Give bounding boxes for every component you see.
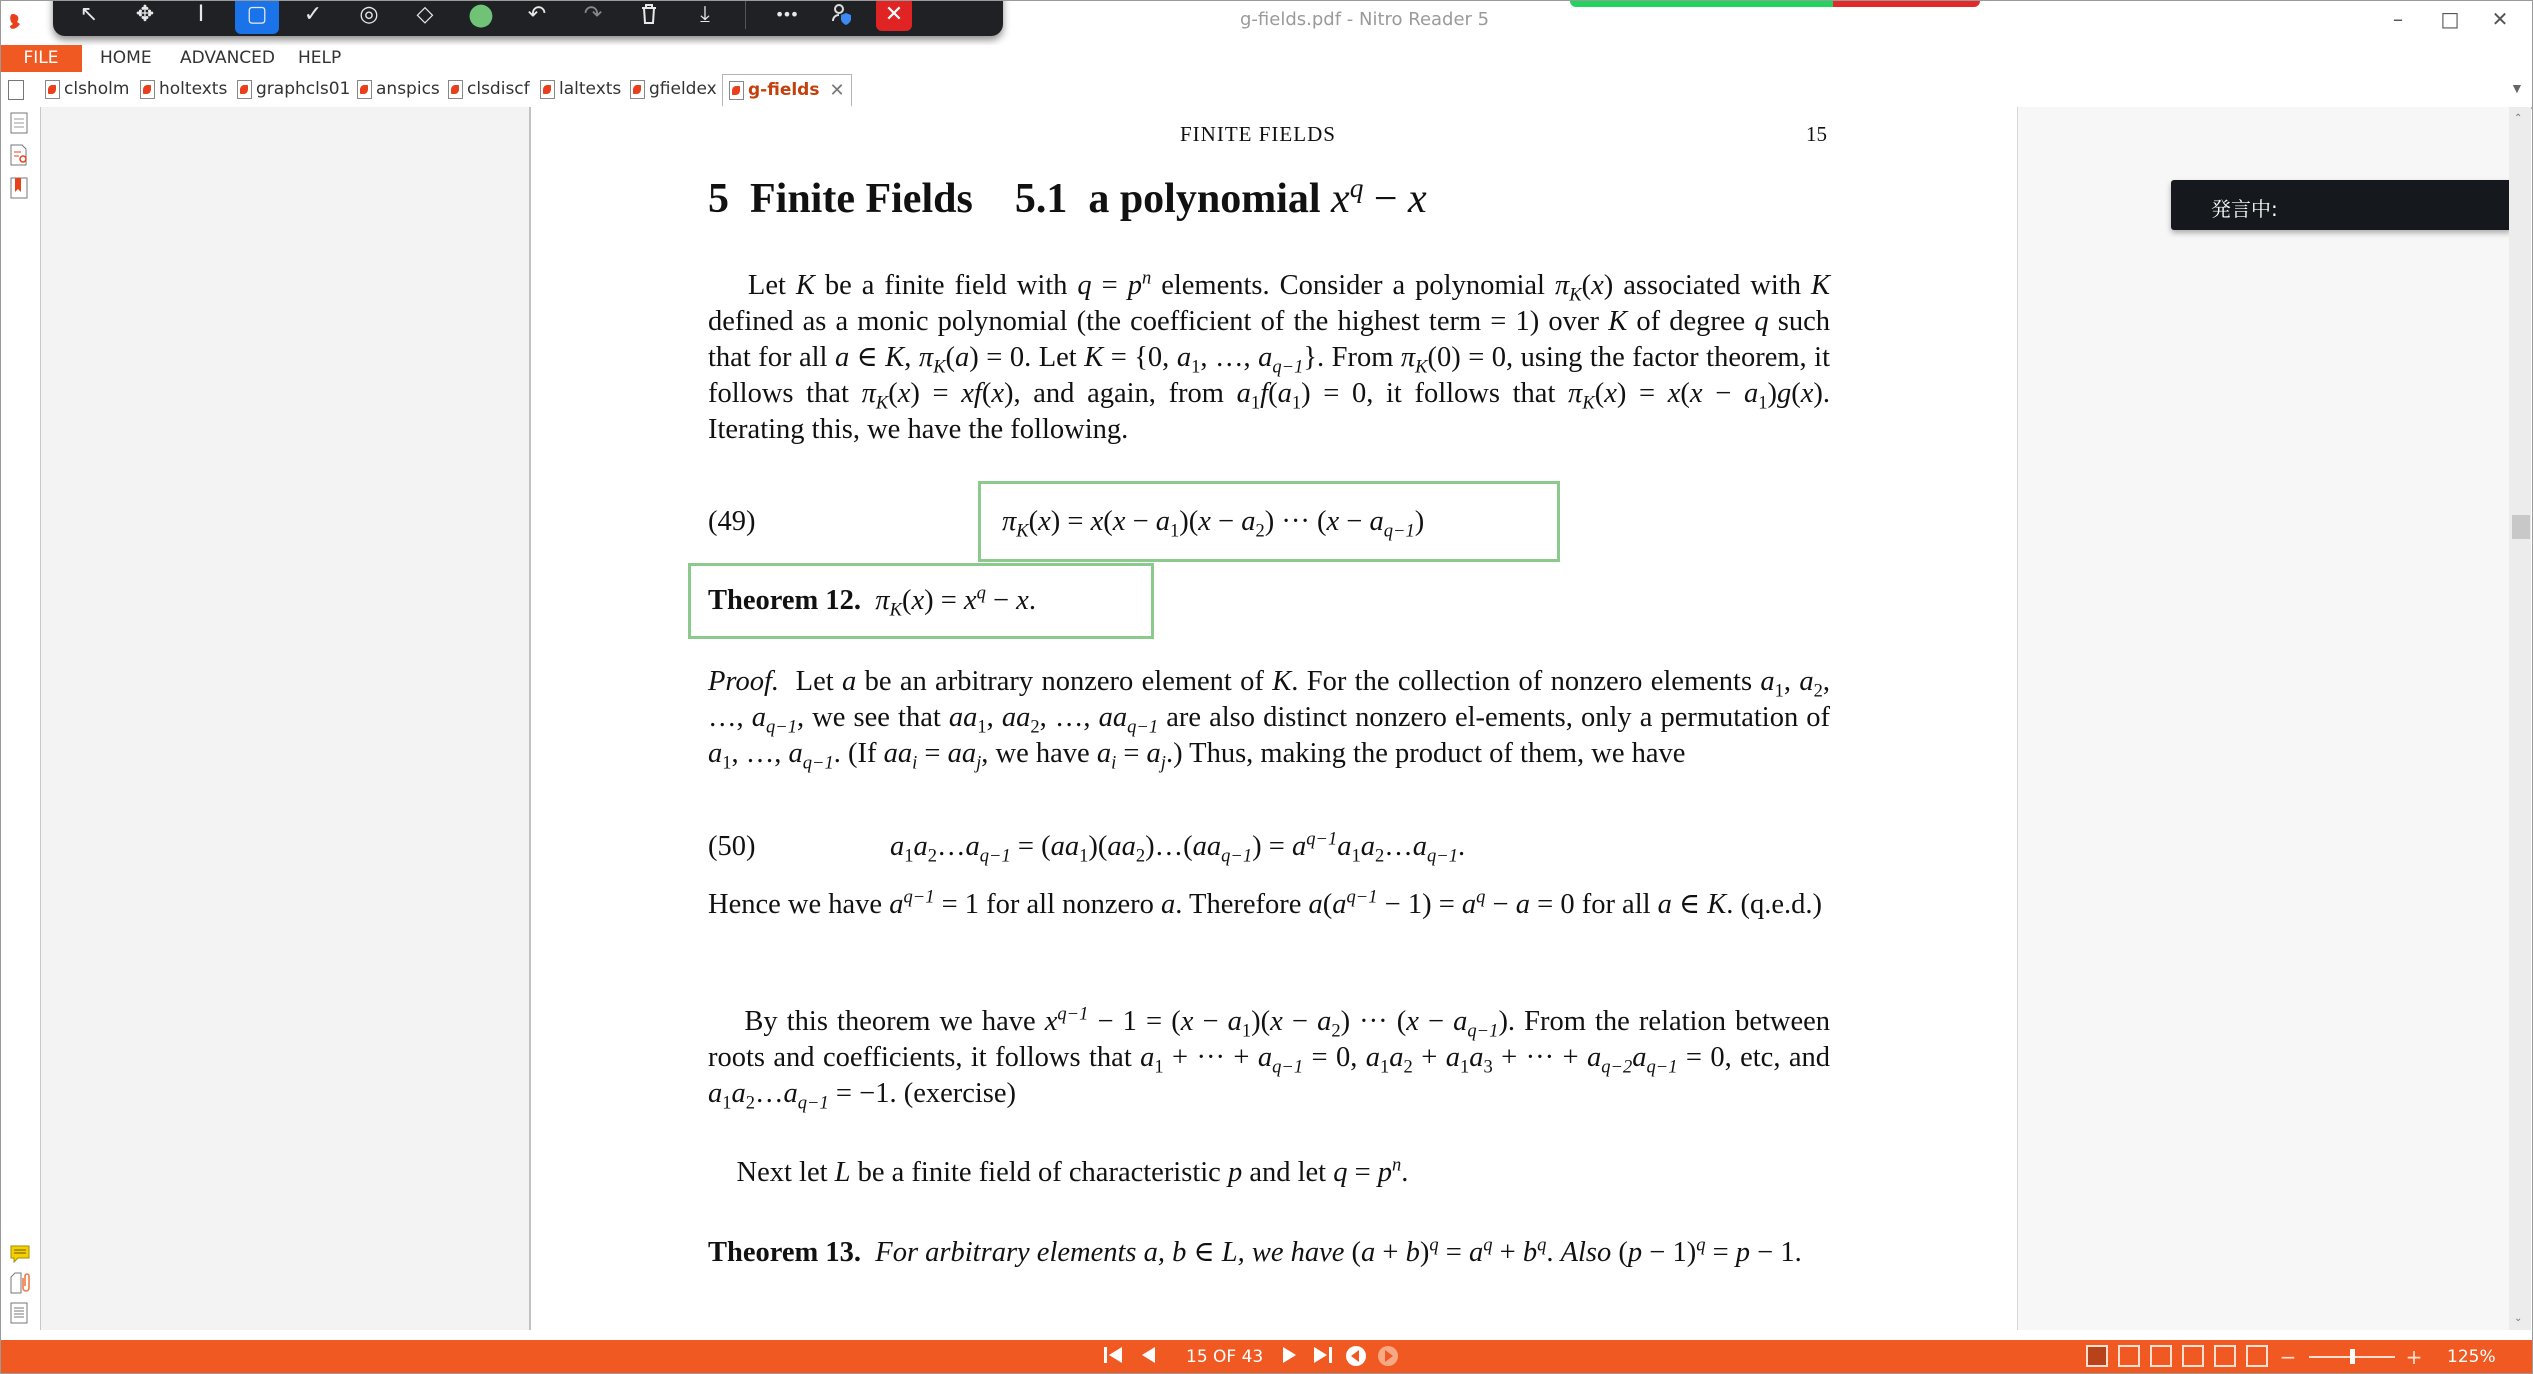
select-arrow-icon[interactable]: ↖	[79, 1, 99, 27]
theorem-13: Theorem 13. For arbitrary elements a, b ∈ L, we have $(a + b)^q = a^q + b^q$. Also $(p - 1)^q = p - 1$.	[708, 1234, 1802, 1268]
user-shield-icon[interactable]	[820, 0, 864, 34]
eraser-icon[interactable]: ◇	[416, 1, 434, 27]
equation-50: $a_1a_2\dots a_{q-1}$ = $(aa_1)(aa_2)\dots(aa_{q-1})$ = $a^{q-1}a_1a_2\dots a_{q-1}$.	[890, 828, 1466, 867]
right-panel	[2017, 107, 2510, 1330]
tab-label: holtexts	[159, 79, 228, 99]
pdf-file-icon	[140, 80, 155, 99]
presentation-view-icon[interactable]	[2214, 1345, 2236, 1367]
menu-bar	[0, 45, 2533, 72]
theorem-12: Theorem 12. $\pi_K(x) = x^q - x$.	[708, 582, 1036, 621]
tab-clsdiscf[interactable]	[448, 76, 530, 102]
tab-close-icon[interactable]: ✕	[829, 79, 845, 101]
equation-number-50: (50)	[708, 831, 756, 862]
trash-icon[interactable]	[627, 0, 671, 34]
proof-conclusion: Hence we have $a^{q-1} = 1$ for all nonzero a. Therefore $a(a^{q-1} - 1) = a^q - a = 0$ for all a ∈ K. (q.e.d.)	[708, 886, 1823, 920]
tab-label: laltexts	[559, 79, 622, 99]
toolbar-close-button[interactable]: ✕	[876, 0, 912, 31]
tab-holtexts[interactable]	[140, 76, 227, 102]
pdf-file-icon	[45, 80, 60, 99]
pdf-file-icon	[448, 80, 463, 99]
page-indicator[interactable]: 15 OF 43	[1186, 1347, 1264, 1367]
page-number: 15	[1806, 122, 1827, 146]
menu-help[interactable]: HELP	[298, 48, 342, 68]
previous-view-button[interactable]	[1344, 1345, 1368, 1369]
facing-view-icon[interactable]	[2150, 1345, 2172, 1367]
menu-home[interactable]: HOME	[100, 48, 152, 68]
running-head: FINITE FIELDS	[1180, 122, 1336, 146]
move-icon[interactable]: ✥	[135, 1, 155, 27]
pdf-file-icon	[357, 80, 372, 99]
checkmark-icon[interactable]: ✓	[303, 1, 323, 27]
highlight-circle-icon[interactable]: ◎	[359, 1, 379, 27]
floating-annotation-toolbar	[53, 0, 1003, 36]
pdf-file-icon	[237, 80, 252, 99]
tab-g-fields[interactable]	[722, 74, 852, 107]
window-close-button[interactable]: ✕	[2491, 7, 2509, 31]
tab-label: anspics	[376, 79, 440, 99]
first-page-button[interactable]	[1100, 1345, 1128, 1369]
left-sidebar-rail	[0, 107, 41, 1330]
menu-advanced[interactable]: ADVANCED	[180, 48, 276, 68]
find-in-document-icon[interactable]	[10, 144, 28, 164]
equation-number-49: (49)	[708, 506, 756, 537]
continuous-facing-view-icon[interactable]	[2182, 1345, 2204, 1367]
comments-icon[interactable]	[10, 1245, 28, 1265]
menu-file[interactable]: FILE	[0, 45, 82, 72]
next-view-button[interactable]	[1376, 1345, 1400, 1369]
zoom-slider-thumb[interactable]	[2350, 1349, 2355, 1364]
status-indicator-red	[1833, 0, 1980, 7]
tab-label: gfieldex	[649, 79, 717, 99]
bookmarks-icon[interactable]	[10, 177, 28, 197]
rectangle-icon[interactable]: ▢	[235, 0, 279, 34]
nitro-logo-icon	[8, 12, 22, 32]
text-cursor-icon[interactable]: I	[197, 1, 205, 27]
equation-49: $\pi_K(x) = x(x - a_1)(x - a_2)$ ··· $(x - a_{q-1})$	[1002, 506, 1425, 542]
tab-overflow-chevron-icon[interactable]: ▼	[2510, 80, 2524, 96]
proof-label: Proof.	[708, 666, 779, 697]
tab-label: clsholm	[64, 79, 130, 99]
more-icon[interactable]: •••	[774, 4, 798, 24]
document-tab-bar	[0, 72, 2533, 109]
roots-coefficients-paragraph: By this theorem we have $x^{q-1} - 1 = (x - a_1)(x - a_2)$ ··· $(x - a_{q-1})$. From the relation between roots and coefficients, it follows that $a_1$ + ··· + $a_{q-1} = 0$, $a_1a_2 + a_1a_3$ + ··· + $a_{q-2}a_{q-1} = 0$, etc, and $a_1a_2\dots a_{q-1} = -1$. (exercise)	[708, 1003, 1831, 1114]
output-list-icon[interactable]	[10, 1302, 28, 1322]
theorem-12-label: Theorem 12.	[708, 585, 862, 616]
tab-laltexts[interactable]	[540, 76, 621, 102]
undo-icon[interactable]: ↶	[527, 1, 547, 27]
next-page-button[interactable]	[1278, 1345, 1302, 1369]
redo-icon[interactable]: ↷	[583, 1, 603, 27]
theorem-13-label: Theorem 13.	[708, 1237, 862, 1268]
zoom-out-button[interactable]: −	[2279, 1345, 2297, 1369]
toolbar-divider	[745, 0, 746, 29]
prev-page-button[interactable]	[1136, 1345, 1160, 1369]
tab-label: clsdiscf	[467, 79, 530, 99]
scrollbar-thumb[interactable]	[2512, 515, 2530, 539]
exercise-note: (exercise)	[903, 1078, 1017, 1109]
pdf-file-icon	[540, 80, 555, 99]
tab-graphcls01[interactable]	[237, 76, 350, 102]
tab-label: g-fields	[748, 80, 820, 100]
section-title: 5 Finite Fields 5.1 a polynomial $x^q - x$	[708, 173, 1427, 222]
tab-clsholm[interactable]	[45, 76, 129, 102]
intro-paragraph: Let K be a finite field with $q = p^n$ elements. Consider a polynomial $\pi_K(x)$ associated with K defined as a monic polynomial (the coefficient of the highest term = 1) over K of degree q such that for all a ∈ K, $\pi_K(a) = 0$. Let K = {0, $a_1$, …, $a_{q-1}$}. From $\pi_K(0) = 0$, using the factor theorem, it follows that $\pi_K(x) = xf(x)$, and again, from $a_1f(a_1) = 0$, it follows that $\pi_K(x) = x(x - a_1)g(x)$. Iterating this, we have the following.	[708, 267, 1831, 445]
tab-anspics[interactable]	[357, 76, 440, 102]
single-page-view-icon[interactable]	[2086, 1345, 2108, 1367]
pages-icon[interactable]	[10, 112, 28, 132]
proof-paragraph: Proof. Let a be an arbitrary nonzero element of K. For the collection of nonzero elements $a_1$, $a_2$, …, $a_{q-1}$, we see that $aa_1$, $aa_2$, …, $aa_{q-1}$ are also distinct nonzero el-ements, only a permutation of $a_1$, …, $a_{q-1}$. (If $aa_i = aa_j$, we have $a_i = a_j$.) Thus, making the product of them, we have	[708, 666, 1831, 774]
last-page-button[interactable]	[1308, 1345, 1336, 1369]
status-bar	[0, 1340, 2533, 1374]
attachments-icon[interactable]	[10, 1272, 28, 1292]
scroll-down-icon[interactable]: ⌄	[2514, 1313, 2523, 1324]
presentation-facing-view-icon[interactable]	[2246, 1345, 2268, 1367]
pdf-file-icon	[729, 81, 744, 100]
left-panel	[41, 107, 531, 1330]
zoom-in-button[interactable]: +	[2405, 1345, 2423, 1369]
qed-mark: (q.e.d.)	[1740, 889, 1823, 920]
download-icon[interactable]: ⤓	[700, 1, 710, 27]
maximize-button[interactable]: □	[2440, 7, 2460, 31]
status-indicator-green	[1570, 0, 1833, 7]
tab-list-icon[interactable]	[8, 80, 24, 100]
window-title: g-fields.pdf - Nitro Reader 5	[1240, 9, 1490, 30]
tab-gfieldex[interactable]	[630, 76, 717, 102]
next-field-paragraph: Next let L be a finite field of characteristic p and let $q = p^n$.	[708, 1154, 1409, 1188]
speaking-label: 発言中:	[2211, 197, 2278, 221]
continuous-view-icon[interactable]	[2118, 1345, 2140, 1367]
speaking-indicator	[2171, 180, 2512, 230]
pdf-file-icon	[630, 80, 645, 99]
scroll-up-icon[interactable]: ⌃	[2514, 113, 2523, 124]
zoom-level[interactable]: 125%	[2447, 1347, 2496, 1367]
vertical-scrollbar[interactable]	[2509, 107, 2531, 1330]
tab-label: graphcls01	[256, 79, 351, 99]
minimize-button[interactable]: –	[2393, 7, 2403, 31]
color-dot-icon[interactable]: ●	[467, 0, 495, 32]
